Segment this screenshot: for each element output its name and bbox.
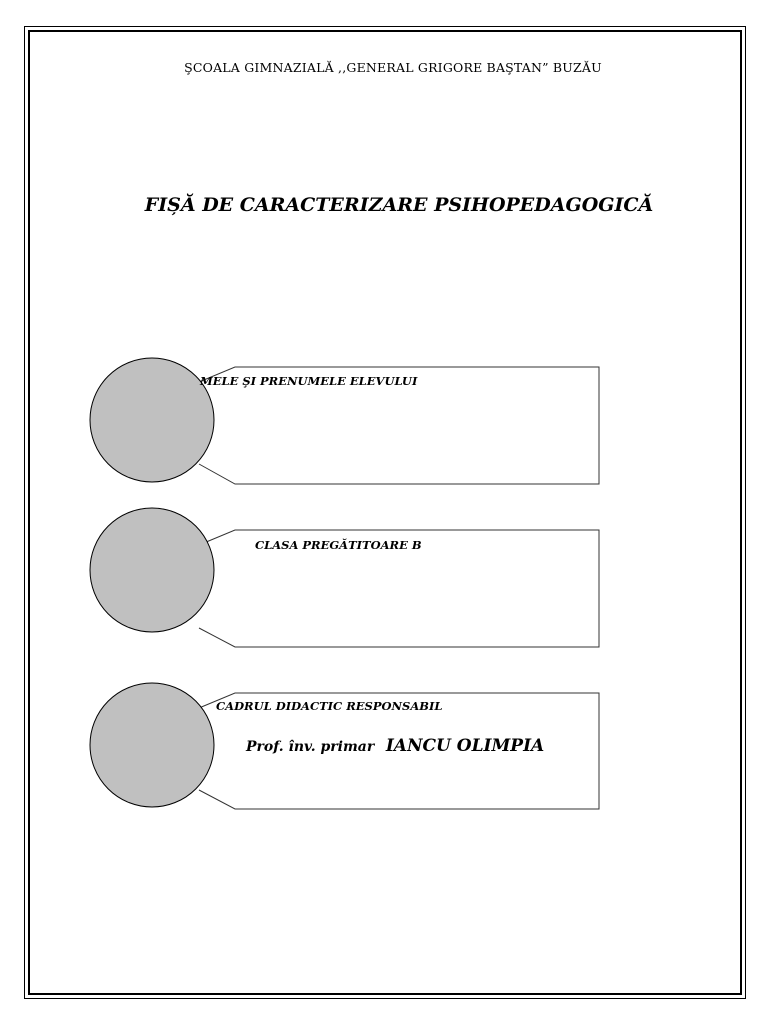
circle-marker bbox=[90, 508, 214, 632]
card-label-student-name: MELE ŞI PRENUMELE ELEVULUI bbox=[200, 374, 418, 388]
school-name: ŞCOALA GIMNAZIALĂ ,,GENERAL GRIGORE BAŞTAN” BUZĂU bbox=[184, 60, 602, 75]
card-label-class: CLASA PREGĂTITOARE B bbox=[255, 538, 422, 552]
teacher-line bbox=[246, 736, 544, 756]
circle-marker bbox=[90, 683, 214, 807]
circle-marker bbox=[90, 358, 214, 482]
card-label-teacher: CADRUL DIDACTIC RESPONSABIL bbox=[216, 699, 443, 713]
card-class bbox=[90, 508, 599, 647]
teacher-name: IANCU OLIMPIA bbox=[385, 736, 545, 756]
document-title: FIȘĂ DE CARACTERIZARE PSIHOPEDAGOGICĂ bbox=[144, 194, 654, 216]
teacher-role: Prof. înv. primar bbox=[246, 739, 375, 755]
